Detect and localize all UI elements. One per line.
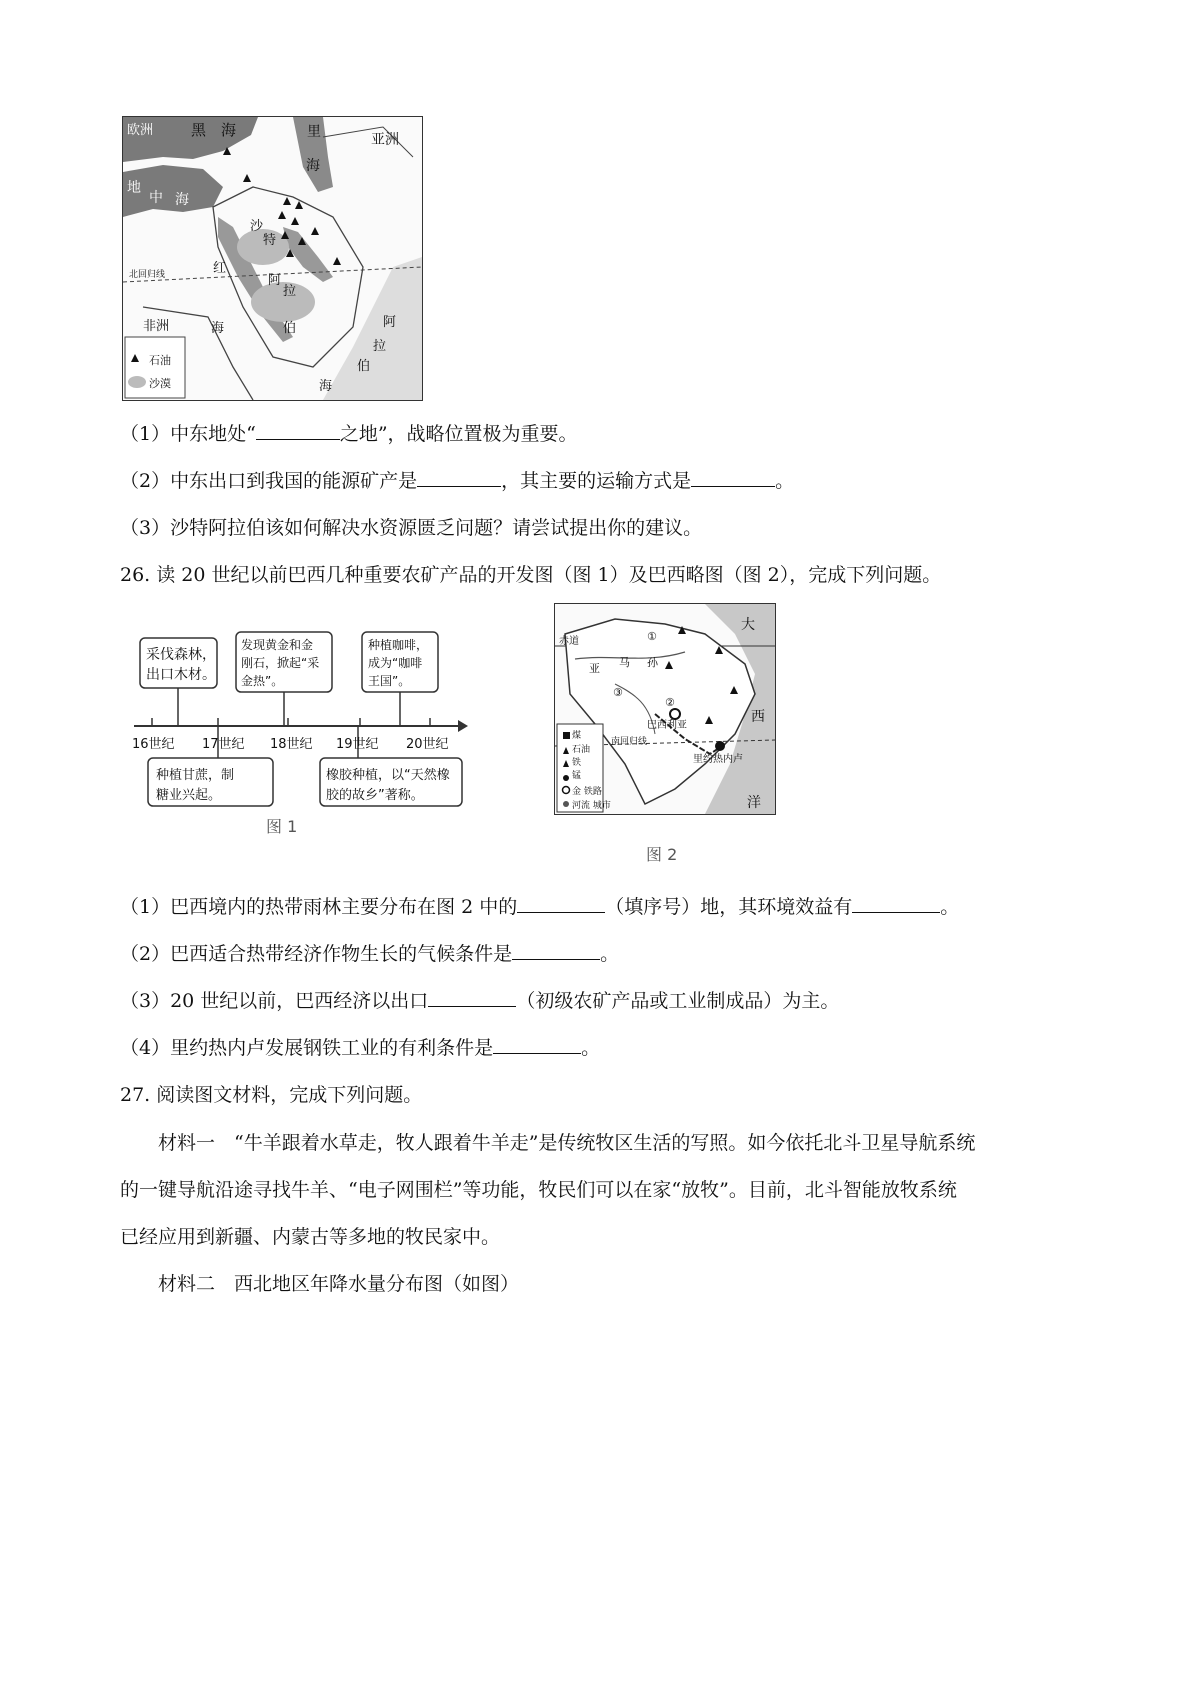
- q25-sub1: [120, 421, 578, 447]
- timeline-box-5-line-2: 胶的故乡”著称。: [326, 788, 424, 803]
- answer-blank[interactable]: [417, 468, 501, 487]
- region-2-label: ②: [665, 696, 675, 709]
- q25-sub1-part-b: 之地”，战略位置极为重要。: [339, 423, 578, 445]
- timeline-box-2-line-2: 刚石，掀起“采: [241, 656, 320, 670]
- med-label-1: 地: [127, 180, 141, 196]
- q26-sub1-part-b: （填序号）地，其环境效益有: [605, 896, 853, 918]
- q26-sub4-part-a: （4）里约热内卢发展钢铁工业的有利条件是: [120, 1037, 494, 1059]
- middle-east-map: [122, 116, 423, 401]
- q25-sub2-part-b: ，其主要的运输方式是: [501, 470, 692, 492]
- region-1-label: ①: [647, 630, 657, 643]
- legend-iron: 铁: [572, 758, 582, 768]
- amazon-label-2: 马: [619, 656, 630, 669]
- atlantic-label-2: 西: [751, 709, 765, 725]
- q26-sub2: [120, 941, 619, 967]
- century-19: 19世纪: [336, 737, 379, 752]
- answer-blank[interactable]: [493, 1035, 581, 1054]
- timeline-box-3-line-3: 王国”。: [368, 674, 411, 688]
- europe-label: 欧洲: [127, 123, 154, 138]
- black-sea-label-1: 黑: [191, 121, 207, 139]
- q26-sub4: [120, 1035, 600, 1061]
- atlantic-label-1: 大: [741, 617, 755, 633]
- q25-sub1-part-a: （1）中东地处“: [120, 423, 256, 445]
- brasilia-label: 巴西利亚: [647, 720, 687, 731]
- q27-material-1-line-3: 已经应用到新疆、内蒙古等多地的牧民家中。: [120, 1226, 501, 1248]
- saudi-label-4: 拉: [283, 284, 297, 299]
- med-label-2: 中: [149, 190, 163, 206]
- timeline-box-4-line-1: 种植甘蔗，制: [156, 768, 235, 783]
- century-16: 16世纪: [132, 737, 175, 752]
- legend-desert-label: 沙漠: [149, 377, 171, 390]
- amazon-label-1: 亚: [589, 662, 600, 675]
- arab-sea-label-3: 伯: [357, 359, 371, 374]
- legend-railway: 金 铁路: [572, 787, 602, 797]
- answer-blank[interactable]: [691, 468, 775, 487]
- equator-label: 赤道: [559, 636, 579, 647]
- q27-material-2: 材料二 西北地区年降水量分布图（如图）: [158, 1273, 520, 1295]
- brazil-map: [554, 603, 776, 815]
- legend-oil-label: 石油: [149, 354, 171, 367]
- region-3-label: ③: [613, 686, 623, 699]
- q27-material-1-line-1: 材料一 “牛羊跟着水草走，牧人跟着牛羊走”是传统牧区生活的写照。如今依托北斗卫星导航系统: [158, 1132, 976, 1154]
- red-sea-label-1: 红: [213, 261, 227, 276]
- q27-material-1-line-2: 的一键导航沿途寻找牛羊、“电子网围栏”等功能，牧民们可以在家“放牧”。目前，北斗智能放牧系统: [120, 1179, 957, 1201]
- legend-city: 河流 城市: [572, 801, 611, 811]
- legend-coal: 煤: [572, 731, 582, 741]
- amazon-label-3: 孙: [647, 656, 658, 669]
- q27-stem: 27. 阅读图文材料，完成下列问题。: [120, 1084, 423, 1106]
- caspian-label-2: 海: [306, 158, 320, 174]
- legend-oil: 石油: [572, 745, 591, 755]
- arab-sea-label-4: 海: [319, 379, 333, 394]
- saudi-label-3: 阿: [268, 273, 282, 288]
- timeline-box-3-line-1: 种植咖啡，: [368, 638, 429, 652]
- q26-sub3-part-a: （3）20 世纪以前，巴西经济以出口: [120, 990, 429, 1012]
- africa-label: 非洲: [143, 319, 170, 334]
- q26-sub2-part-b: 。: [600, 943, 620, 965]
- q25-sub2: [120, 468, 794, 494]
- red-sea-label-2: 海: [211, 321, 225, 336]
- q26-sub3-part-b: （初级农矿产品或工业制成品）为主。: [516, 990, 840, 1012]
- timeline-box-5-line-1: 橡胶种植，以“天然橡: [326, 768, 450, 783]
- timeline-box-4-line-2: 糖业兴起。: [156, 788, 222, 803]
- answer-blank[interactable]: [428, 988, 516, 1007]
- atlantic-label-3: 洋: [747, 795, 761, 811]
- legend-manganese: 锰: [572, 771, 582, 781]
- black-sea-label-2: 海: [221, 121, 237, 139]
- q26-sub1: [120, 894, 959, 920]
- arab-sea-label-1: 阿: [383, 315, 397, 330]
- rio-label: 里约热内卢: [693, 754, 743, 765]
- asia-label: 亚洲: [371, 132, 399, 148]
- q26-sub1-part-a: （1）巴西境内的热带雨林主要分布在图 2 中的: [120, 896, 518, 918]
- century-17: 17世纪: [202, 737, 245, 752]
- q25-sub2-part-a: （2）中东出口到我国的能源矿产是: [120, 470, 418, 492]
- med-label-3: 海: [175, 192, 189, 208]
- saudi-label-2: 特: [263, 233, 277, 248]
- saudi-label-1: 沙: [250, 219, 264, 234]
- timeline-box-1-line-1: 采伐森林，: [146, 647, 216, 663]
- q26-sub1-part-c: 。: [940, 896, 960, 918]
- timeline-box-2-line-3: 金热”。: [241, 674, 284, 688]
- arab-sea-label-2: 拉: [373, 339, 387, 354]
- figure-2-caption: 图 2: [646, 845, 678, 864]
- brazil-timeline-figure: [130, 630, 470, 840]
- q26-stem: 26. 读 20 世纪以前巴西几种重要农矿产品的开发图（图 1）及巴西略图（图 2），完成下列问题。: [120, 564, 942, 586]
- q25-sub3: （3）沙特阿拉伯该如何解决水资源匮乏问题？请尝试提出你的建议。: [120, 517, 703, 539]
- tropic-label: 北回归线: [129, 270, 166, 280]
- saudi-label-5: 伯: [283, 321, 297, 336]
- q26-sub3: [120, 988, 839, 1014]
- tropic-capricorn-label: 南回归线: [611, 737, 648, 747]
- caspian-label-1: 里: [307, 124, 321, 140]
- answer-blank[interactable]: [256, 421, 340, 440]
- century-18: 18世纪: [270, 737, 313, 752]
- q25-sub2-part-c: 。: [775, 470, 795, 492]
- answer-blank[interactable]: [512, 941, 600, 960]
- q26-sub4-part-b: 。: [581, 1037, 601, 1059]
- answer-blank[interactable]: [852, 894, 940, 913]
- figure-1-caption: 图 1: [266, 817, 298, 836]
- timeline-box-3-line-2: 成为“咖啡: [368, 656, 423, 670]
- q26-sub2-part-a: （2）巴西适合热带经济作物生长的气候条件是: [120, 943, 513, 965]
- timeline-box-1-line-2: 出口木材。: [146, 667, 216, 683]
- answer-blank[interactable]: [517, 894, 605, 913]
- century-20: 20世纪: [406, 737, 449, 752]
- timeline-box-2-line-1: 发现黄金和金: [241, 638, 314, 652]
